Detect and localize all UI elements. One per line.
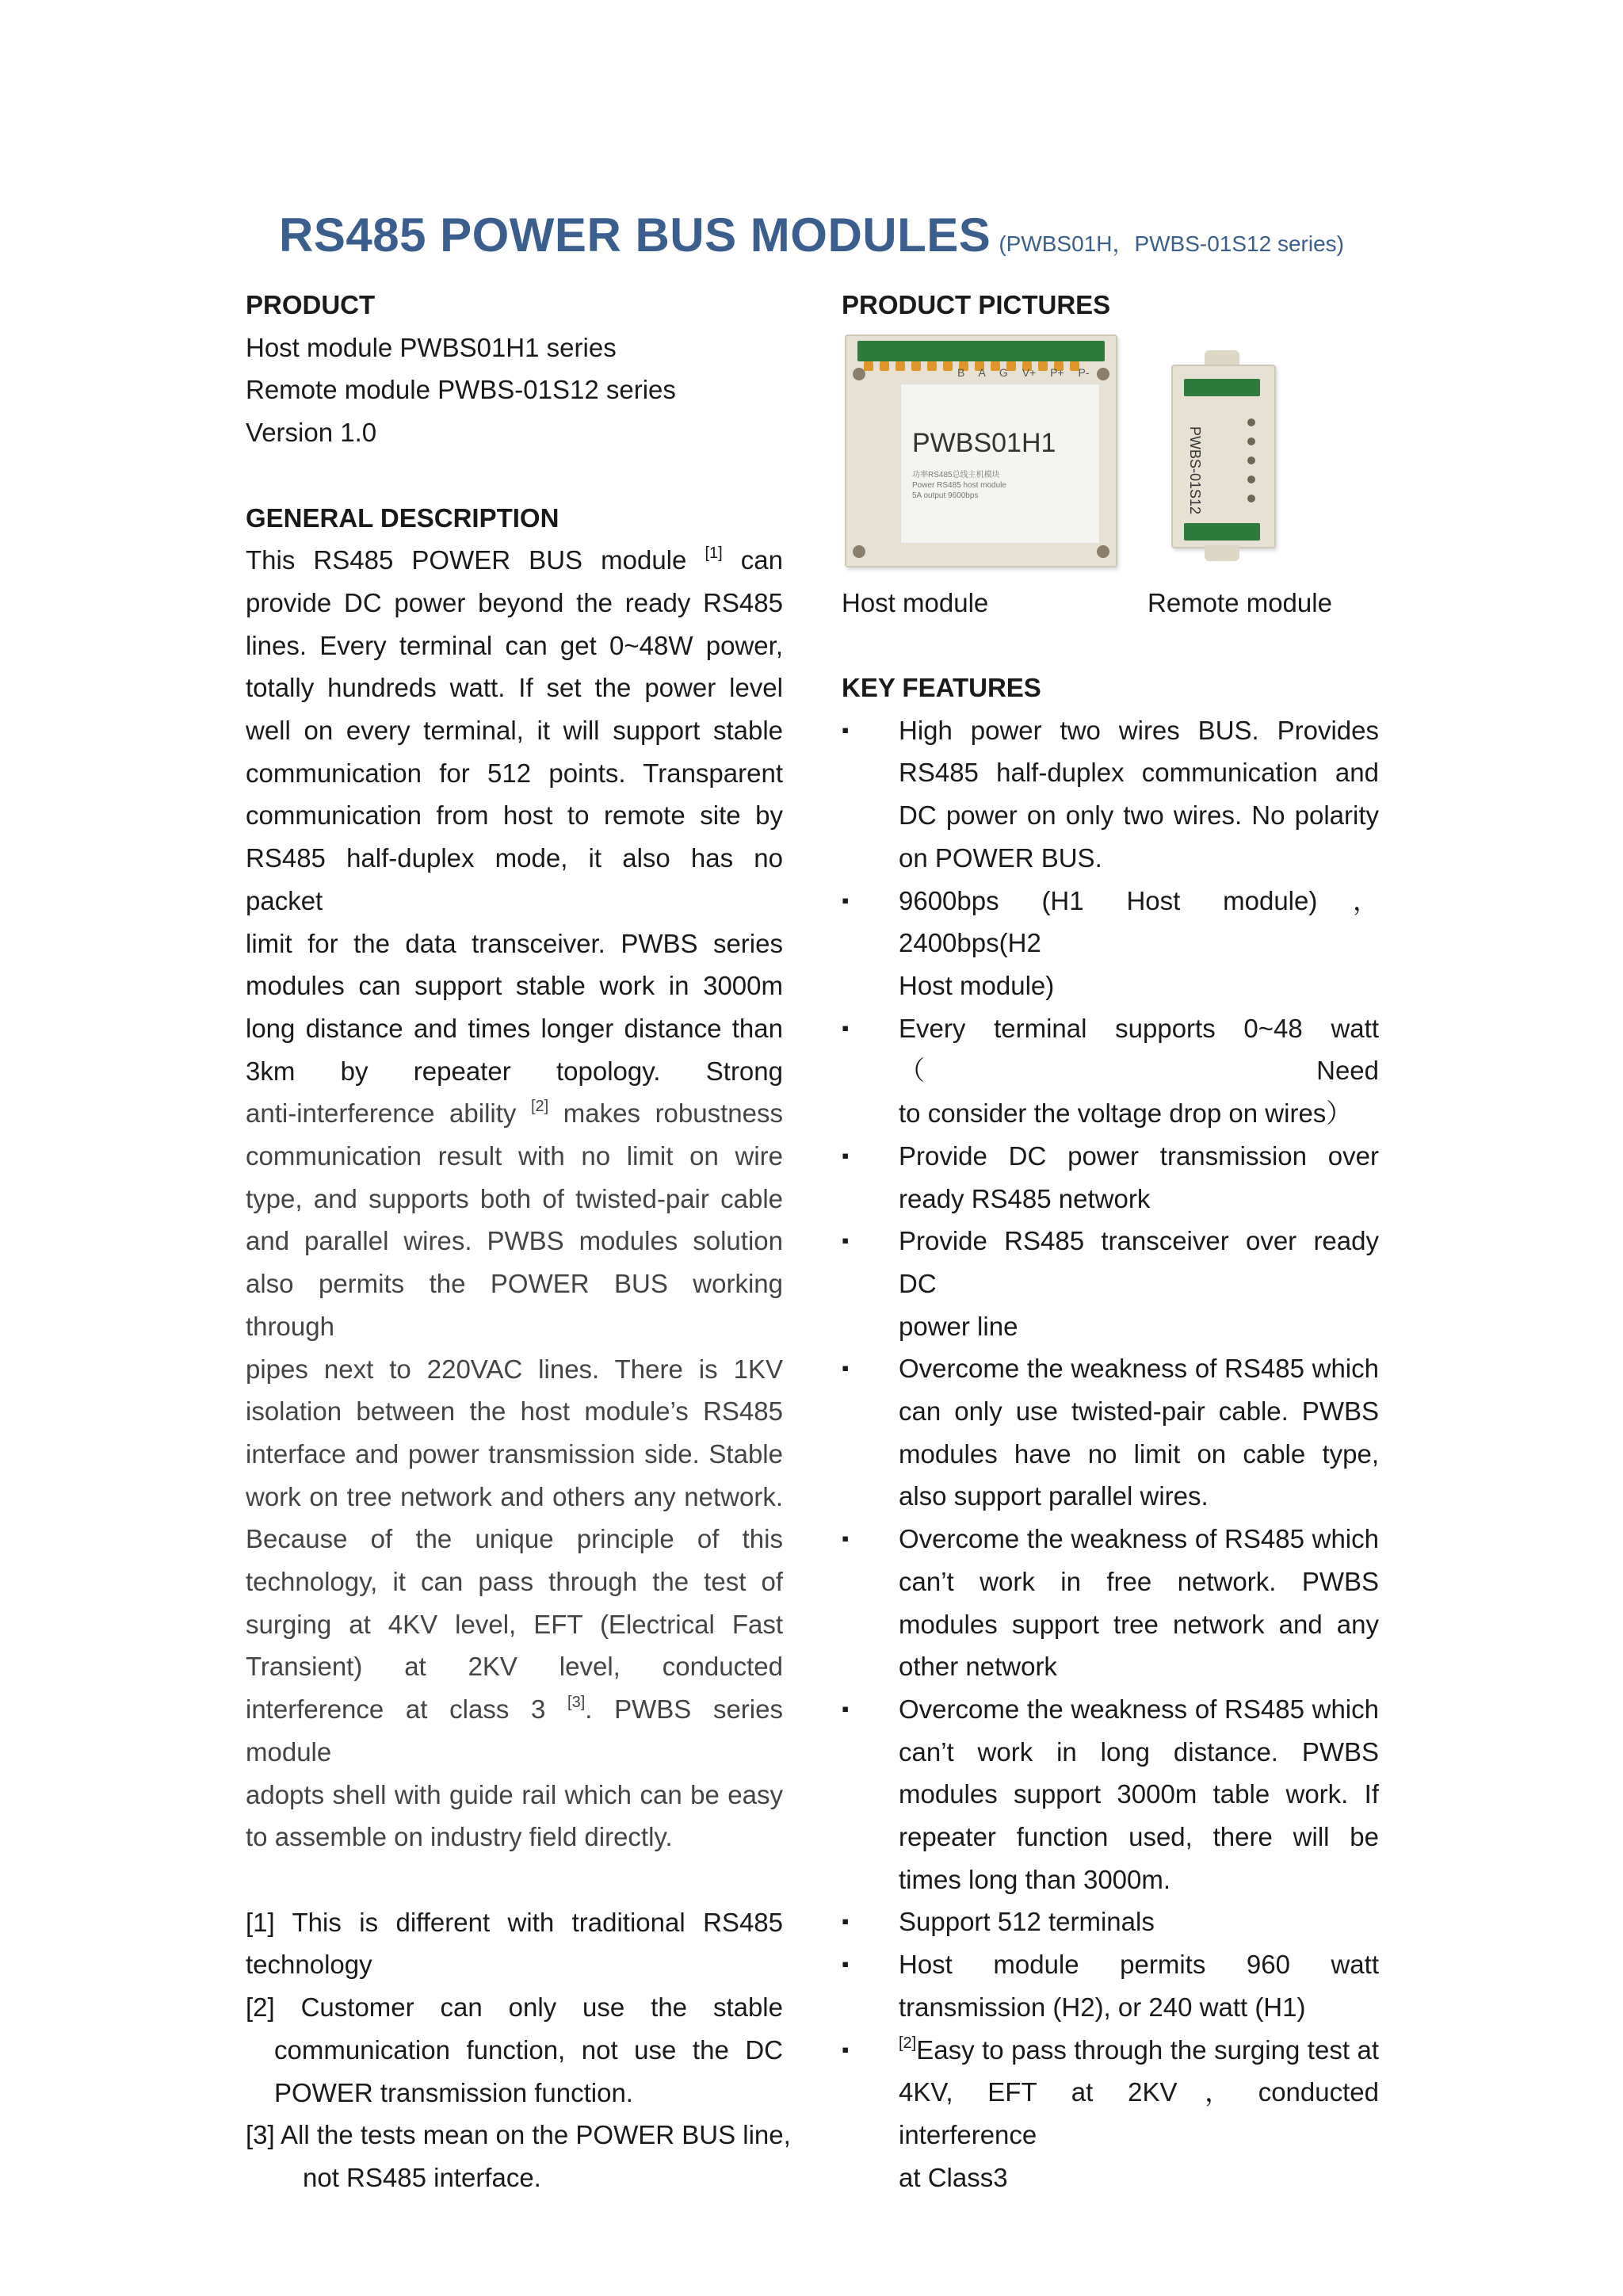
- bullet-icon: ▪: [842, 888, 850, 912]
- feature-line: times long than 3000m.: [899, 1864, 1171, 1894]
- description-line: modules can support stable work in 3000m: [246, 971, 783, 1001]
- feature-line: power line: [899, 1311, 1018, 1341]
- bullet-icon: ▪: [842, 1526, 850, 1551]
- description-line: Because of the unique principle of this: [246, 1524, 783, 1554]
- bullet-icon: ▪: [842, 1952, 850, 1977]
- footnote-2-cont: communication function, not use the DC: [274, 2034, 783, 2065]
- bullet-icon: ▪: [842, 1696, 850, 1721]
- bullet-icon: ▪: [842, 1015, 850, 1040]
- feature-line: modules support 3000m table work. If: [899, 1779, 1379, 1809]
- feature-line: Overcome the weakness of RS485 which: [899, 1694, 1379, 1724]
- feature-item: [842, 1135, 1379, 1220]
- feature-line: Host module): [899, 971, 1055, 1000]
- feature-line: Provide RS485 transceiver over ready DC: [899, 1226, 1379, 1298]
- feature-line: to consider the voltage drop on wires）: [899, 1098, 1353, 1129]
- description-line: communication for 512 points. Transparent: [246, 758, 783, 788]
- description-line: limit for the data transceiver. PWBS series: [246, 928, 783, 958]
- feature-line: repeater function used, there will be: [899, 1822, 1379, 1852]
- description-line: interface and power transmission side. Stable: [246, 1438, 783, 1469]
- feature-line: can only use twisted-pair cable. PWBS: [899, 1396, 1379, 1427]
- description-line: adopts shell with guide rail which can be easy: [246, 1779, 783, 1809]
- footnote-1-cont: technology: [246, 1950, 372, 1980]
- bullet-icon: ▪: [842, 2037, 850, 2061]
- feature-line: on POWER BUS.: [899, 842, 1102, 873]
- title-sub: (PWBS01H，PWBS-01S12 series): [999, 231, 1344, 256]
- title-main: RS485 POWER BUS MODULES: [278, 208, 991, 262]
- right-column: [842, 284, 1379, 2199]
- feature-line: High power two wires BUS. Provides: [899, 715, 1379, 745]
- description-line: anti-interference ability [2] makes robustness: [246, 1098, 783, 1129]
- feature-line: other network: [899, 1652, 1057, 1682]
- description-line: isolation between the host module’s RS485: [246, 1396, 783, 1427]
- feature-line: [2]Easy to pass through the surging test at: [899, 2034, 1379, 2065]
- footnote-ref: [2]: [530, 1098, 549, 1116]
- description-line: Transient) at 2KV level, conducted: [246, 1652, 783, 1682]
- picture-captions: [842, 582, 1379, 625]
- features-heading: KEY FEATURES: [842, 673, 1041, 703]
- feature-line: 4KV, EFT at 2KV，conducted interference: [899, 2077, 1379, 2149]
- feature-item: [842, 1688, 1379, 1901]
- general-heading: GENERAL DESCRIPTION: [246, 502, 559, 533]
- feature-line: modules support tree network and any: [899, 1609, 1379, 1639]
- host-pin-labels: B A G V+ P+ P-: [957, 365, 1090, 379]
- footnote-3: [3] All the tests mean on the POWER BUS line,: [246, 2120, 791, 2150]
- description-line: well on every terminal, it will support stable: [246, 716, 783, 746]
- product-line: Version 1.0: [246, 418, 377, 448]
- remote-model-label: PWBS-01S12: [1187, 426, 1203, 514]
- feature-line: DC power on only two wires. No polarity: [899, 800, 1379, 831]
- host-module-image: [845, 334, 1117, 567]
- feature-line: Host module permits 960 watt: [899, 1950, 1379, 1980]
- footnote-2: [2] Customer can only use the stable: [246, 1992, 783, 2023]
- host-sub-label: 功率RS485总线主机模块 Power RS485 host module 5A output 9600bps: [912, 470, 1006, 500]
- feature-line: Every terminal supports 0~48 watt（Need: [899, 1013, 1379, 1086]
- left-column: [246, 284, 791, 2199]
- bullet-icon: ▪: [842, 1909, 850, 1934]
- footnote-ref: [1]: [705, 544, 723, 563]
- footnote-2-cont: POWER transmission function.: [274, 2077, 633, 2107]
- feature-line: at Class3: [899, 2162, 1008, 2192]
- feature-line: ready RS485 network: [899, 1183, 1151, 1213]
- features-list: [842, 709, 1379, 2199]
- feature-item: [842, 1007, 1379, 1135]
- product-heading: PRODUCT: [246, 290, 376, 319]
- description-line: communication result with no limit on wire: [246, 1141, 783, 1171]
- description-line: 3km by repeater topology. Strong: [246, 1056, 783, 1086]
- bullet-icon: ▪: [842, 1356, 850, 1381]
- feature-item: [842, 1518, 1379, 1688]
- pictures-heading: PRODUCT PICTURES: [842, 290, 1111, 319]
- footnote-1: [1] This is different with traditional RS485: [246, 1907, 783, 1937]
- product-line: Remote module PWBS-01S12 series: [246, 375, 676, 405]
- feature-item: [842, 709, 1379, 880]
- feature-item: [842, 1220, 1379, 1347]
- remote-caption: Remote module: [1148, 587, 1332, 617]
- description-line: lines. Every terminal can get 0~48W power,: [246, 630, 783, 660]
- feature-line: Overcome the weakness of RS485 which: [899, 1524, 1379, 1554]
- host-label: [900, 384, 1100, 544]
- footnote-3-cont: not RS485 interface.: [303, 2162, 541, 2192]
- description-line: long distance and times longer distance than: [246, 1013, 783, 1043]
- page-title: [0, 208, 1623, 262]
- host-model-label: PWBS01H1: [912, 427, 1056, 458]
- terminal-strip: [857, 341, 1105, 361]
- description-line: communication from host to remote site by: [246, 800, 783, 831]
- feature-line: Provide DC power transmission over: [899, 1140, 1379, 1171]
- description-line: type, and supports both of twisted-pair cable: [246, 1183, 783, 1213]
- description-line: and parallel wires. PWBS modules solution: [246, 1226, 783, 1256]
- product-pictures: [842, 327, 1379, 582]
- feature-item: [842, 880, 1379, 1007]
- feature-line: 9600bps (H1 Host module)，2400bps(H2: [899, 885, 1379, 958]
- description-line: pipes next to 220VAC lines. There is 1KV: [246, 1354, 783, 1384]
- description-line: provide DC power beyond the ready RS485: [246, 587, 783, 617]
- description-line: surging at 4KV level, EFT (Electrical Fast: [246, 1609, 783, 1639]
- description-line: This RS485 POWER BUS module [1] can: [246, 544, 783, 575]
- general-description: [246, 539, 783, 1859]
- bullet-icon: ▪: [842, 1143, 850, 1167]
- footnote-ref: [2]: [899, 2034, 917, 2052]
- feature-item: [842, 1901, 1379, 1943]
- feature-line: RS485 half-duplex communication and: [899, 758, 1379, 788]
- description-line: to assemble on industry field directly.: [246, 1822, 673, 1852]
- description-line: totally hundreds watt. If set the power level: [246, 673, 783, 703]
- feature-line: modules have no limit on cable type,: [899, 1438, 1379, 1469]
- footnote-ref: [3]: [567, 1694, 586, 1712]
- description-line: technology, it can pass through the test of: [246, 1567, 783, 1597]
- product-line: Host module PWBS01H1 series: [246, 332, 617, 362]
- bullet-icon: ▪: [842, 717, 850, 742]
- feature-item: [842, 1347, 1379, 1518]
- feature-line: can’t work in long distance. PWBS: [899, 1736, 1379, 1767]
- feature-line: also support parallel wires.: [899, 1481, 1209, 1511]
- feature-item: [842, 1943, 1379, 2028]
- host-caption: Host module: [842, 587, 989, 617]
- feature-line: transmission (H2), or 240 watt (H1): [899, 1992, 1306, 2022]
- bullet-icon: ▪: [842, 1228, 850, 1253]
- description-line: also permits the POWER BUS working through: [246, 1269, 783, 1341]
- feature-line: Overcome the weakness of RS485 which: [899, 1354, 1379, 1384]
- feature-item: [842, 2029, 1379, 2199]
- description-line: interference at class 3 [3]. PWBS series module: [246, 1694, 783, 1767]
- feature-line: can’t work in free network. PWBS: [899, 1566, 1379, 1596]
- feature-line: Support 512 terminals: [899, 1907, 1155, 1937]
- description-line: work on tree network and others any network.: [246, 1481, 783, 1511]
- remote-module-image: [1163, 350, 1282, 564]
- description-line: RS485 half-duplex mode, it also has no packet: [246, 843, 783, 915]
